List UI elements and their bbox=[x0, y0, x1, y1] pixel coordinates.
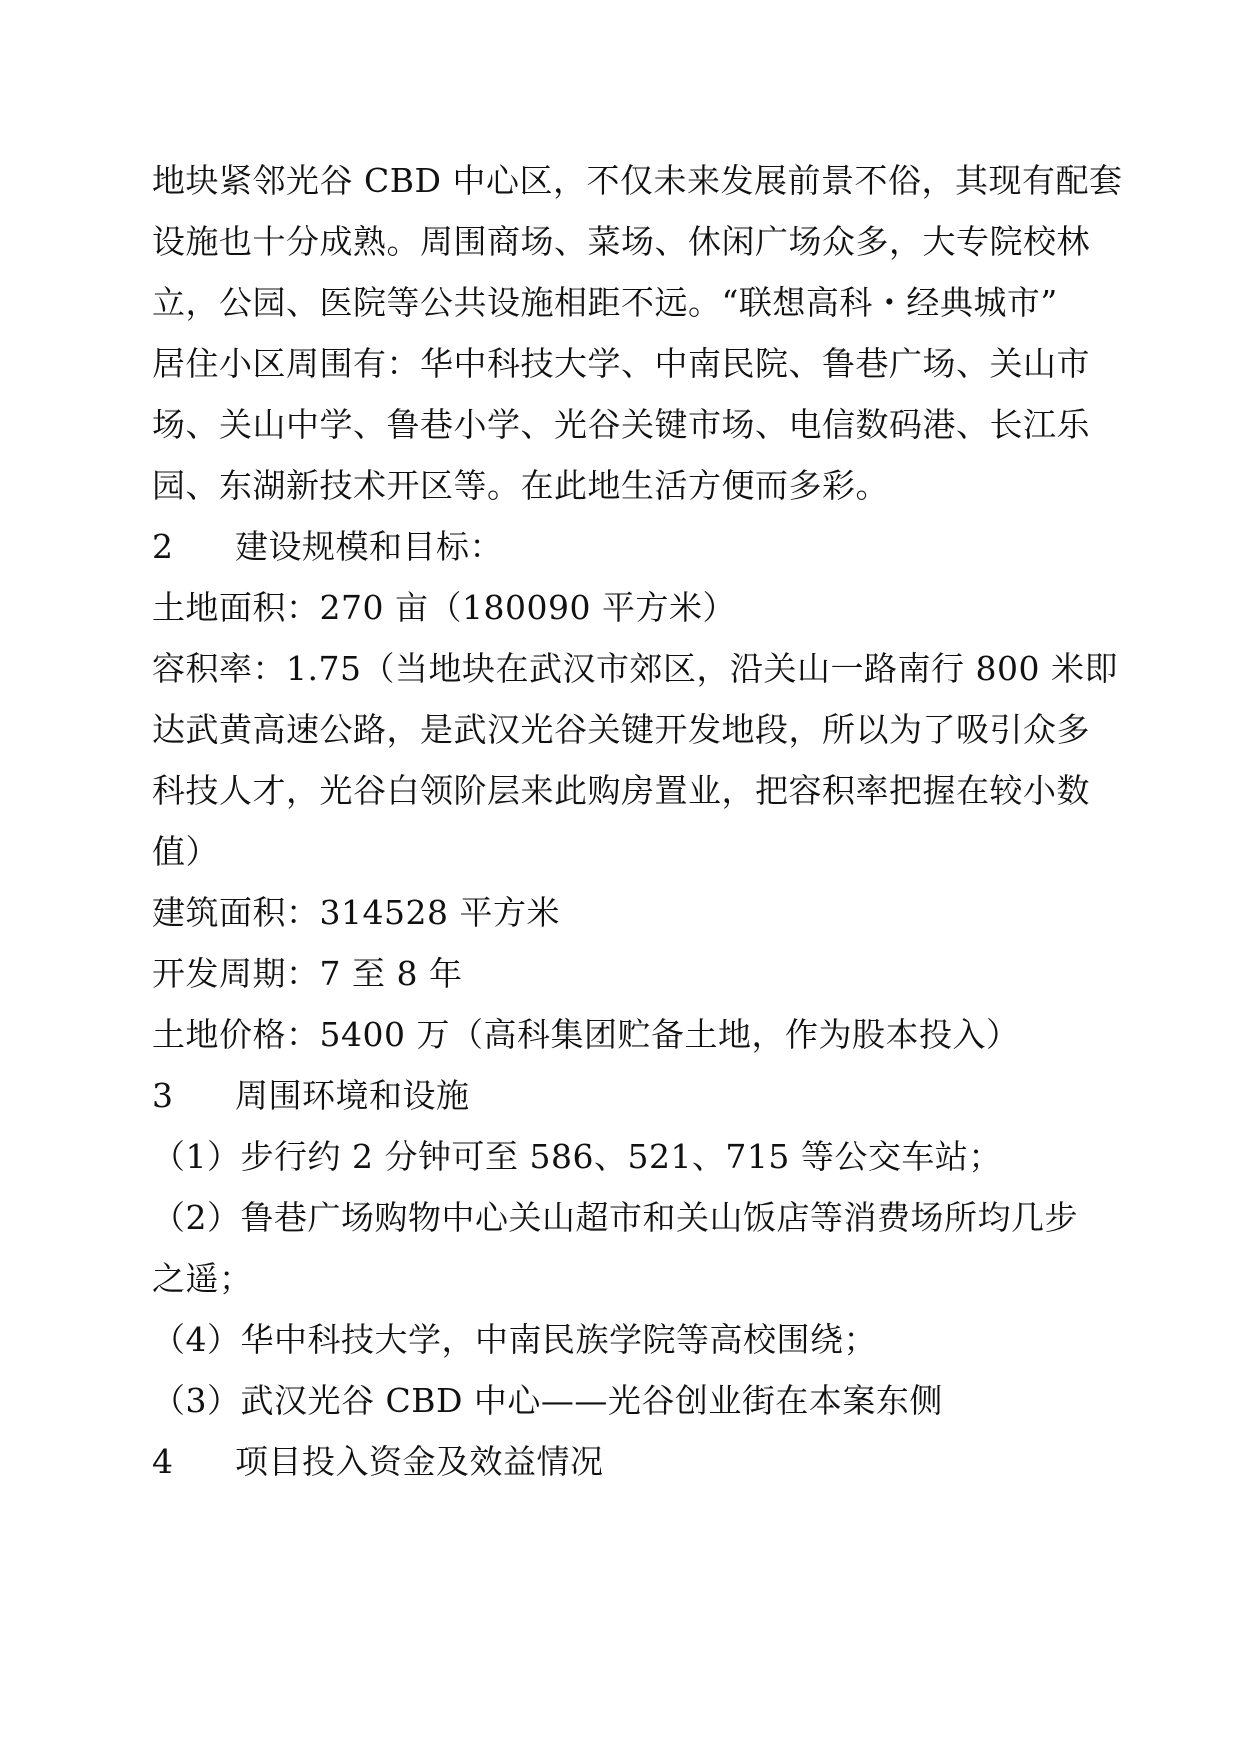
section-3-heading bbox=[152, 1065, 1092, 1126]
intro-line-4: 居住小区周围有：华中科技大学、中南民院、鲁巷广场、关山市 bbox=[152, 344, 1090, 383]
plot-ratio-line-1: 容积率：1.75（当地块在武汉市郊区，沿关山一路南行 800 米即 bbox=[152, 649, 1118, 688]
development-period-line: 开发周期：7 至 8 年 bbox=[152, 954, 463, 993]
section-4-heading bbox=[152, 1431, 1092, 1492]
section-3-number: 3 bbox=[152, 1076, 174, 1115]
plot-ratio-line-2: 达武黄高速公路，是武汉光谷关键开发地段，所以为了吸引众多 bbox=[152, 710, 1090, 749]
env-item-2-line-1: （2）鲁巷广场购物中心关山超市和关山饭店等消费场所均几步 bbox=[152, 1198, 1078, 1237]
intro-line-2: 设施也十分成熟。周围商场、菜场、休闲广场众多，大专院校林 bbox=[152, 222, 1090, 261]
land-price-line: 土地价格：5400 万（高科集团贮备土地，作为股本投入） bbox=[152, 1015, 1020, 1054]
section-4-number: 4 bbox=[152, 1442, 174, 1481]
section-3-title: 周围环境和设施 bbox=[235, 1076, 470, 1115]
intro-line-6: 园、东湖新技术开区等。在此地生活方便而多彩。 bbox=[152, 466, 889, 505]
intro-line-5: 场、关山中学、鲁巷小学、光谷关键市场、电信数码港、长江乐 bbox=[152, 405, 1090, 444]
section-2-title: 建设规模和目标： bbox=[235, 527, 503, 566]
intro-line-1: 地块紧邻光谷 CBD 中心区，不仅未来发展前景不俗，其现有配套 bbox=[152, 161, 1123, 200]
env-item-1: （1）步行约 2 分钟可至 586、521、715 等公交车站； bbox=[152, 1137, 1002, 1176]
building-area-line: 建筑面积：314528 平方米 bbox=[152, 893, 560, 932]
env-item-3: （3）武汉光谷 CBD 中心——光谷创业街在本案东侧 bbox=[152, 1381, 943, 1420]
plot-ratio-line-3: 科技人才，光谷白领阶层来此购房置业，把容积率把握在较小数 bbox=[152, 771, 1090, 810]
section-2-number: 2 bbox=[152, 527, 174, 566]
section-2-heading bbox=[152, 516, 1092, 577]
document-page bbox=[152, 150, 1123, 1492]
land-area-line: 土地面积：270 亩（180090 平方米） bbox=[152, 588, 736, 627]
intro-line-3: 立，公园、医院等公共设施相距不远。“联想高科・经典城市” bbox=[152, 283, 1058, 322]
env-item-2-line-2: 之遥； bbox=[152, 1259, 253, 1298]
plot-ratio-line-4: 值） bbox=[152, 832, 219, 871]
env-item-4: （4）华中科技大学，中南民族学院等高校围绕； bbox=[152, 1320, 877, 1359]
section-4-title: 项目投入资金及效益情况 bbox=[235, 1442, 604, 1481]
